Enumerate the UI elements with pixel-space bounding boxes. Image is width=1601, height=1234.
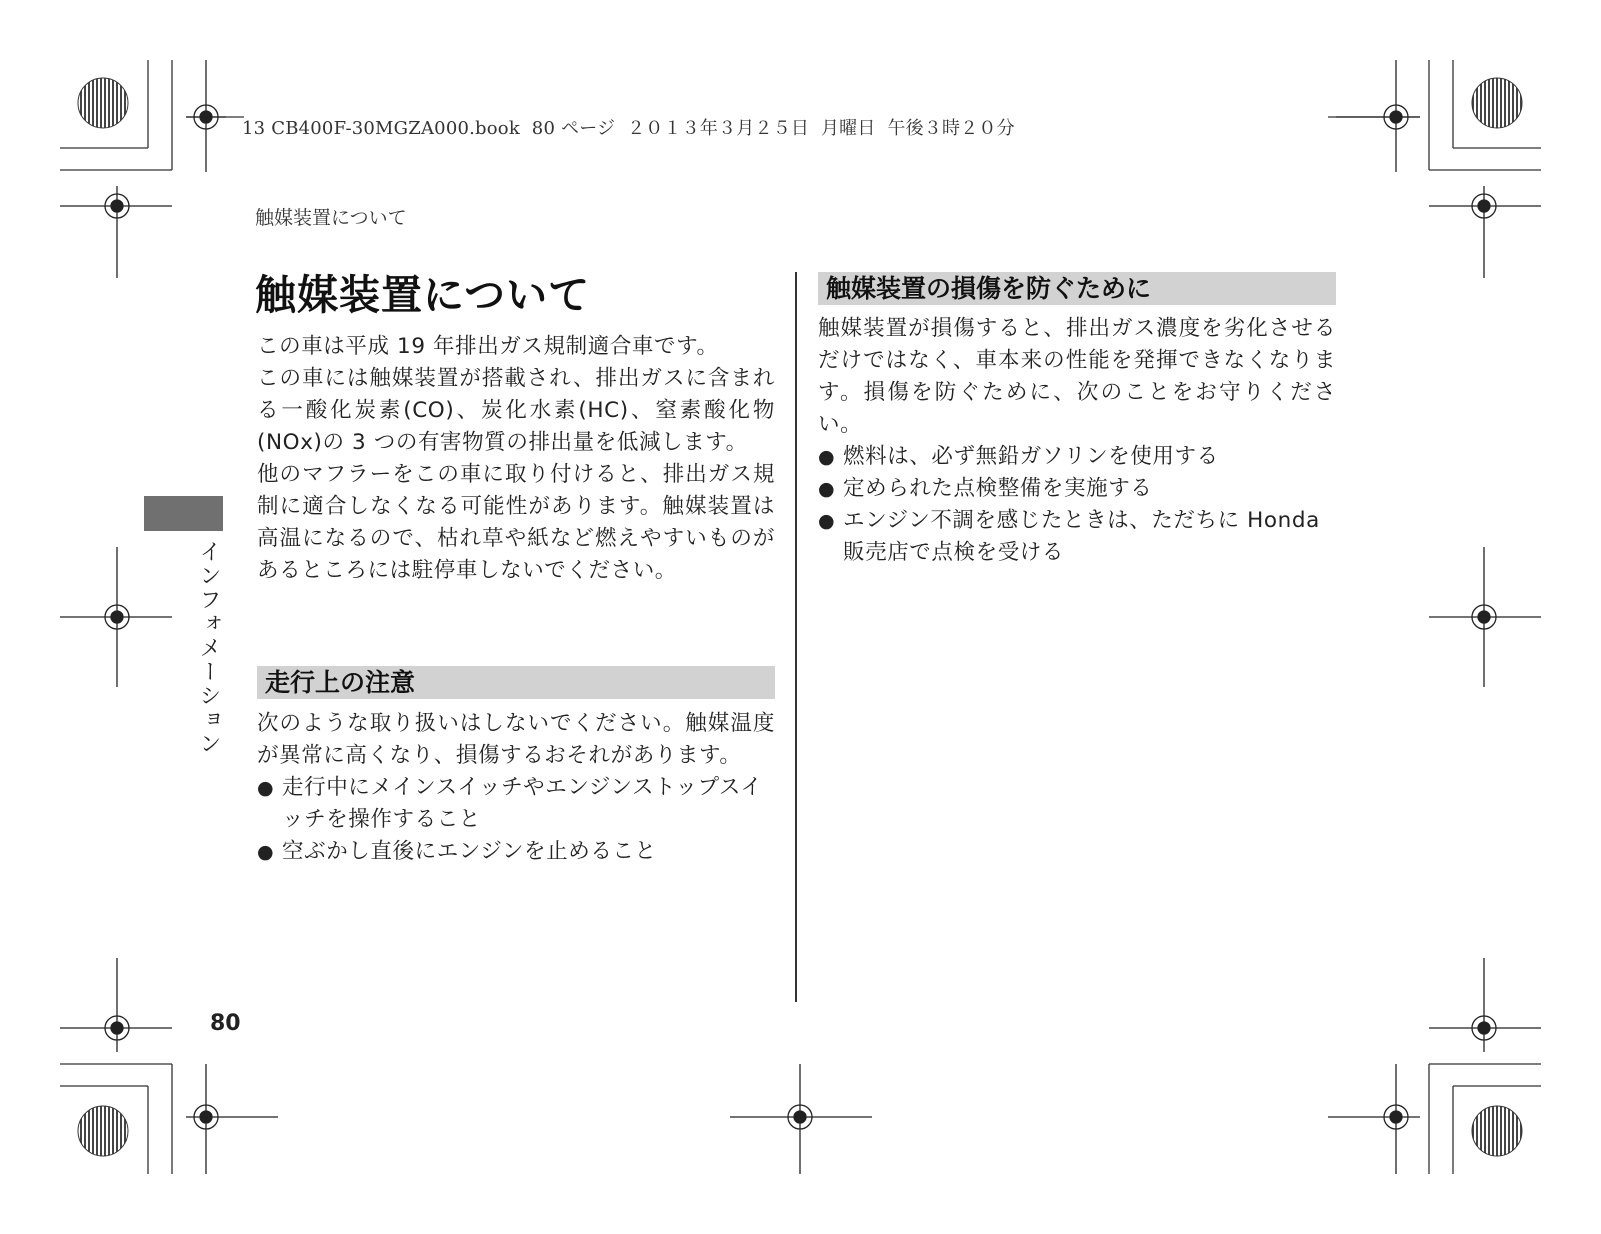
intro-section <box>257 331 775 587</box>
intro-paragraph-2: この車には触媒装置が搭載され、排出ガスに含まれる一酸化炭素(CO)、炭化水素(HC)、窒素酸化物(NOx)の 3 つの有害物質の排出量を低減します。 <box>257 366 775 455</box>
bullet-icon: ● <box>818 478 836 500</box>
column-divider <box>795 272 797 1002</box>
bullet-icon: ● <box>818 446 836 468</box>
driving-body: 次のような取り扱いはしないでください。触媒温度が異常に高くなり、損傷するおそれがあります。 <box>257 711 775 768</box>
running-head: 触媒装置について <box>255 207 407 229</box>
bullet-icon: ● <box>257 777 275 799</box>
page-number: 80 <box>210 1011 241 1036</box>
bullet-icon: ● <box>257 841 275 863</box>
section-heading-protect: 触媒装置の損傷を防ぐために <box>818 272 1336 305</box>
list-item: ● 燃料は、必ず無鉛ガソリンを使用する <box>818 441 1336 473</box>
section-heading-driving: 走行上の注意 <box>257 666 775 699</box>
list-item: ● 空ぶかし直後にエンジンを止めること <box>257 836 775 868</box>
protect-section <box>818 313 1336 569</box>
driving-section <box>257 708 775 868</box>
page-title: 触媒装置について <box>255 271 591 319</box>
print-header: 13 CB400F-30MGZA000.book 80 ページ ２０１３年３月２５日 月曜日 午後３時２０分 <box>242 118 1015 139</box>
protect-body: 触媒装置が損傷すると、排出ガス濃度を劣化させるだけではなく、車本来の性能を発揮できなくなります。損傷を防ぐために、次のことをお守りください。 <box>818 316 1336 437</box>
intro-paragraph-3: 他のマフラーをこの車に取り付けると、排出ガス規制に適合しなくなる可能性があります。触媒装置は高温になるので、枯れ草や紙など燃えやすいものがあるところには駐停車しないでください。 <box>257 462 775 583</box>
intro-paragraph-1: この車は平成 19 年排出ガス規制適合車です。 <box>257 334 719 359</box>
section-tab-marker <box>144 496 223 531</box>
list-item: ● エンジン不調を感じたときは、ただちに Honda 販売店で点検を受ける <box>818 505 1336 569</box>
protect-bullet-list <box>818 441 1336 569</box>
list-item: ● 定められた点検整備を実施する <box>818 473 1336 505</box>
section-tab-label: インフォメーション <box>196 540 221 756</box>
driving-bullet-list <box>257 772 775 868</box>
list-item: ● 走行中にメインスイッチやエンジンストップスイッチを操作すること <box>257 772 775 836</box>
bullet-icon: ● <box>818 510 836 532</box>
